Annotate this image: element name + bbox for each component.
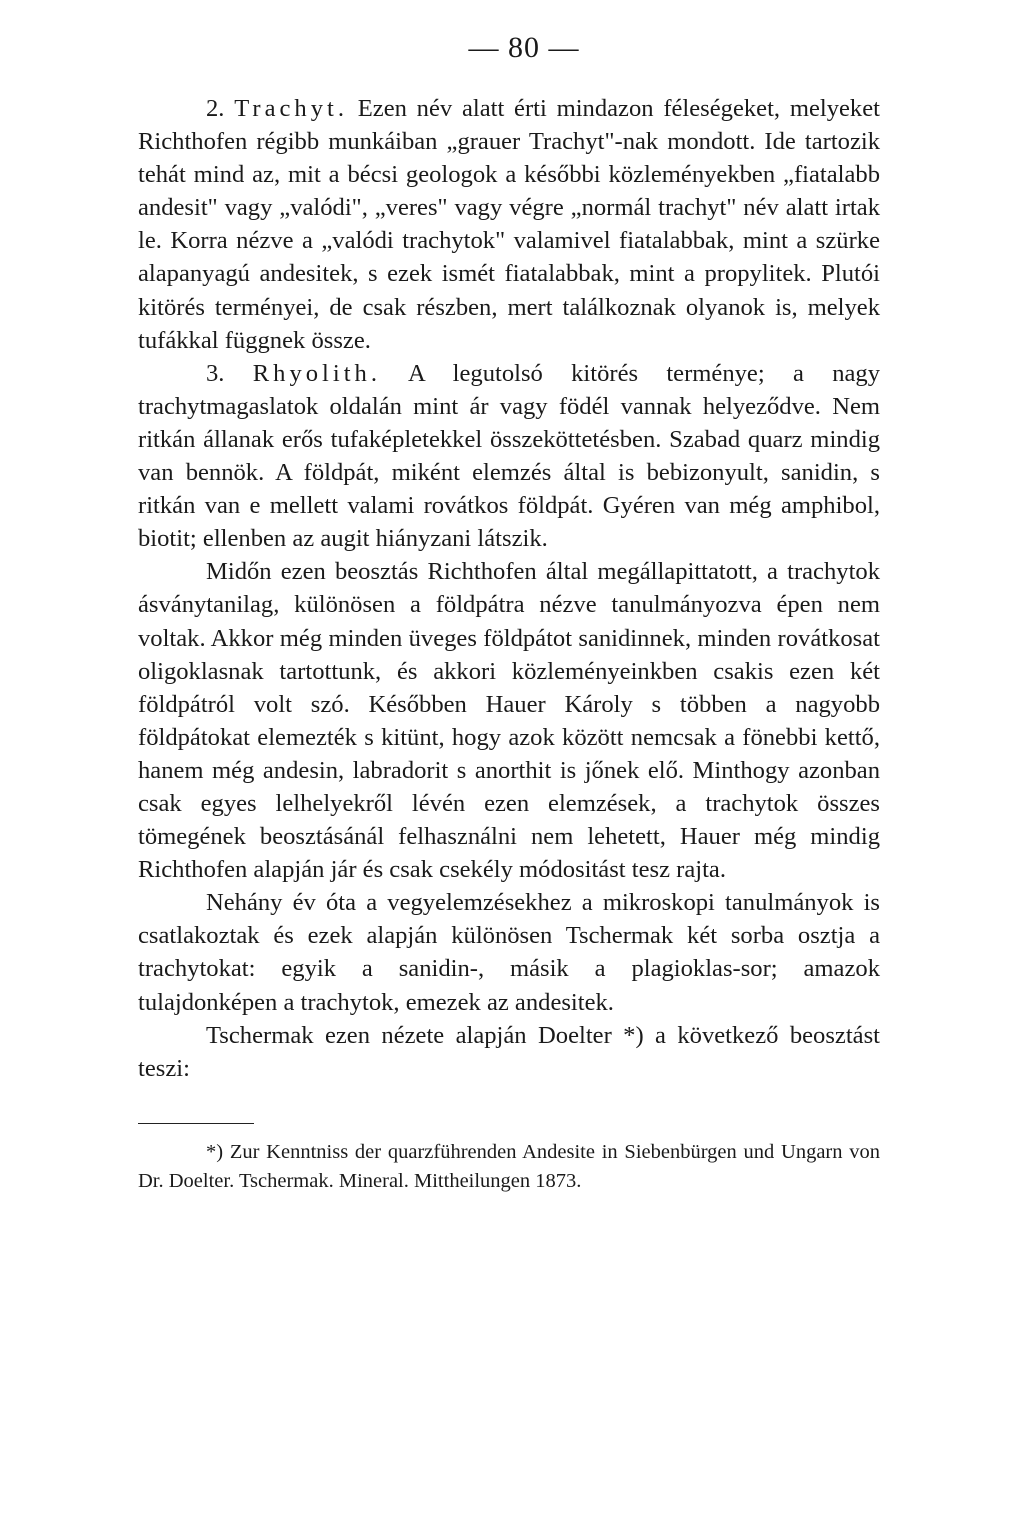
paragraph-trachyt xyxy=(138,92,880,357)
paragraph-richthofen xyxy=(138,555,880,886)
section-term: Trachyt. xyxy=(234,95,348,122)
paragraph-text: Midőn ezen beosztás Richthofen által megállapittatott, a trachytok ásványtanilag, különösen a földpátra nézve tanulmányozva épen nem voltak. Akkor még minden üveges földpátot sanidinnek, minden rovátkosat oligoklasnak tartottunk, és akkori közleményeinkben csakis ezen két földpátról volt szó. Későbben Hauer Károly s többen a nagyobb földpátokat elemezték s kitünt, hogy azok között nemcsak a fönebbi kettő, hanem még andesin, labradorit s anorthit is jőnek elő. Minthogy azonban csak egyes lelhelyekről lévén ezen elemzések, a trachytok összes tömegének beosztásánál felhasználni nem lehetett, Hauer még mindig Richthofen alapján jár és csak csekély módositást tesz rajta. xyxy=(138,558,880,884)
section-number: 2. xyxy=(206,95,225,122)
body-text xyxy=(138,92,880,1085)
paragraph-text: Nehány év óta a vegyelemzésekhez a mikroskopi tanulmányok is csatlakoztak és ezek alapján különösen Tschermak két sorba osztja a trachytokat: egyik a sanidin-, másik a plagioklas-sor; amazok tulajdonképen a trachytok, emezek az andesitek. xyxy=(138,889,880,1016)
paragraph-tschermak xyxy=(138,886,880,1018)
paragraph-doelter xyxy=(138,1019,880,1085)
document-page xyxy=(138,30,880,1196)
section-number: 3. xyxy=(206,359,225,387)
paragraph-text: Tschermak ezen nézete alapján Doelter *) a következő beosztást teszi: xyxy=(138,1021,880,1082)
section-term: Rhyolith. xyxy=(252,359,381,387)
footnote-divider xyxy=(138,1123,254,1124)
paragraph-text: A legutolsó kitörés terménye; a nagy trachytmagaslatok oldalán mint ár vagy födél vannak helyeződve. Nem ritkán állanak erős tufaképletekkel összeköttetésben. Szabad quarz mindig van bennök. A földpát, miként elemzés által is bebizonyult, sanidin, s ritkán van e mellett valami rovátkos földpát. Gyéren van még amphibol, biotit; ellenben az augit hiányzani látszik. xyxy=(138,359,880,553)
paragraph-text: Ezen név alatt érti mindazon féleségeket, melyeket Richthofen régibb munkáiban „grauer Trachyt"-nak mondott. Ide tartozik tehát mind az, mit a bécsi geologok a későbbi közleményekben „fiatalabb andesit" vagy „valódi", „veres" vagy végre „normál trachyt" név alatt irtak le. Korra nézve a „valódi trachytok" valamivel fiatalabbak, mint a szürke alapanyagú andesitek, s ezek ismét fiatalabbak, mint a propylitek. Plutói kitörés terményei, de csak részben, mert találkoznak olyanok is, melyek tufákkal függnek össze. xyxy=(138,95,880,354)
footnote: *) Zur Kenntniss der quarzführenden Andesite in Siebenbürgen und Ungarn von Dr. Doelter. Tschermak. Mineral. Mittheilungen 1873. xyxy=(138,1140,880,1192)
paragraph-rhyolith xyxy=(138,357,880,556)
page-number: — 80 — xyxy=(468,31,580,64)
